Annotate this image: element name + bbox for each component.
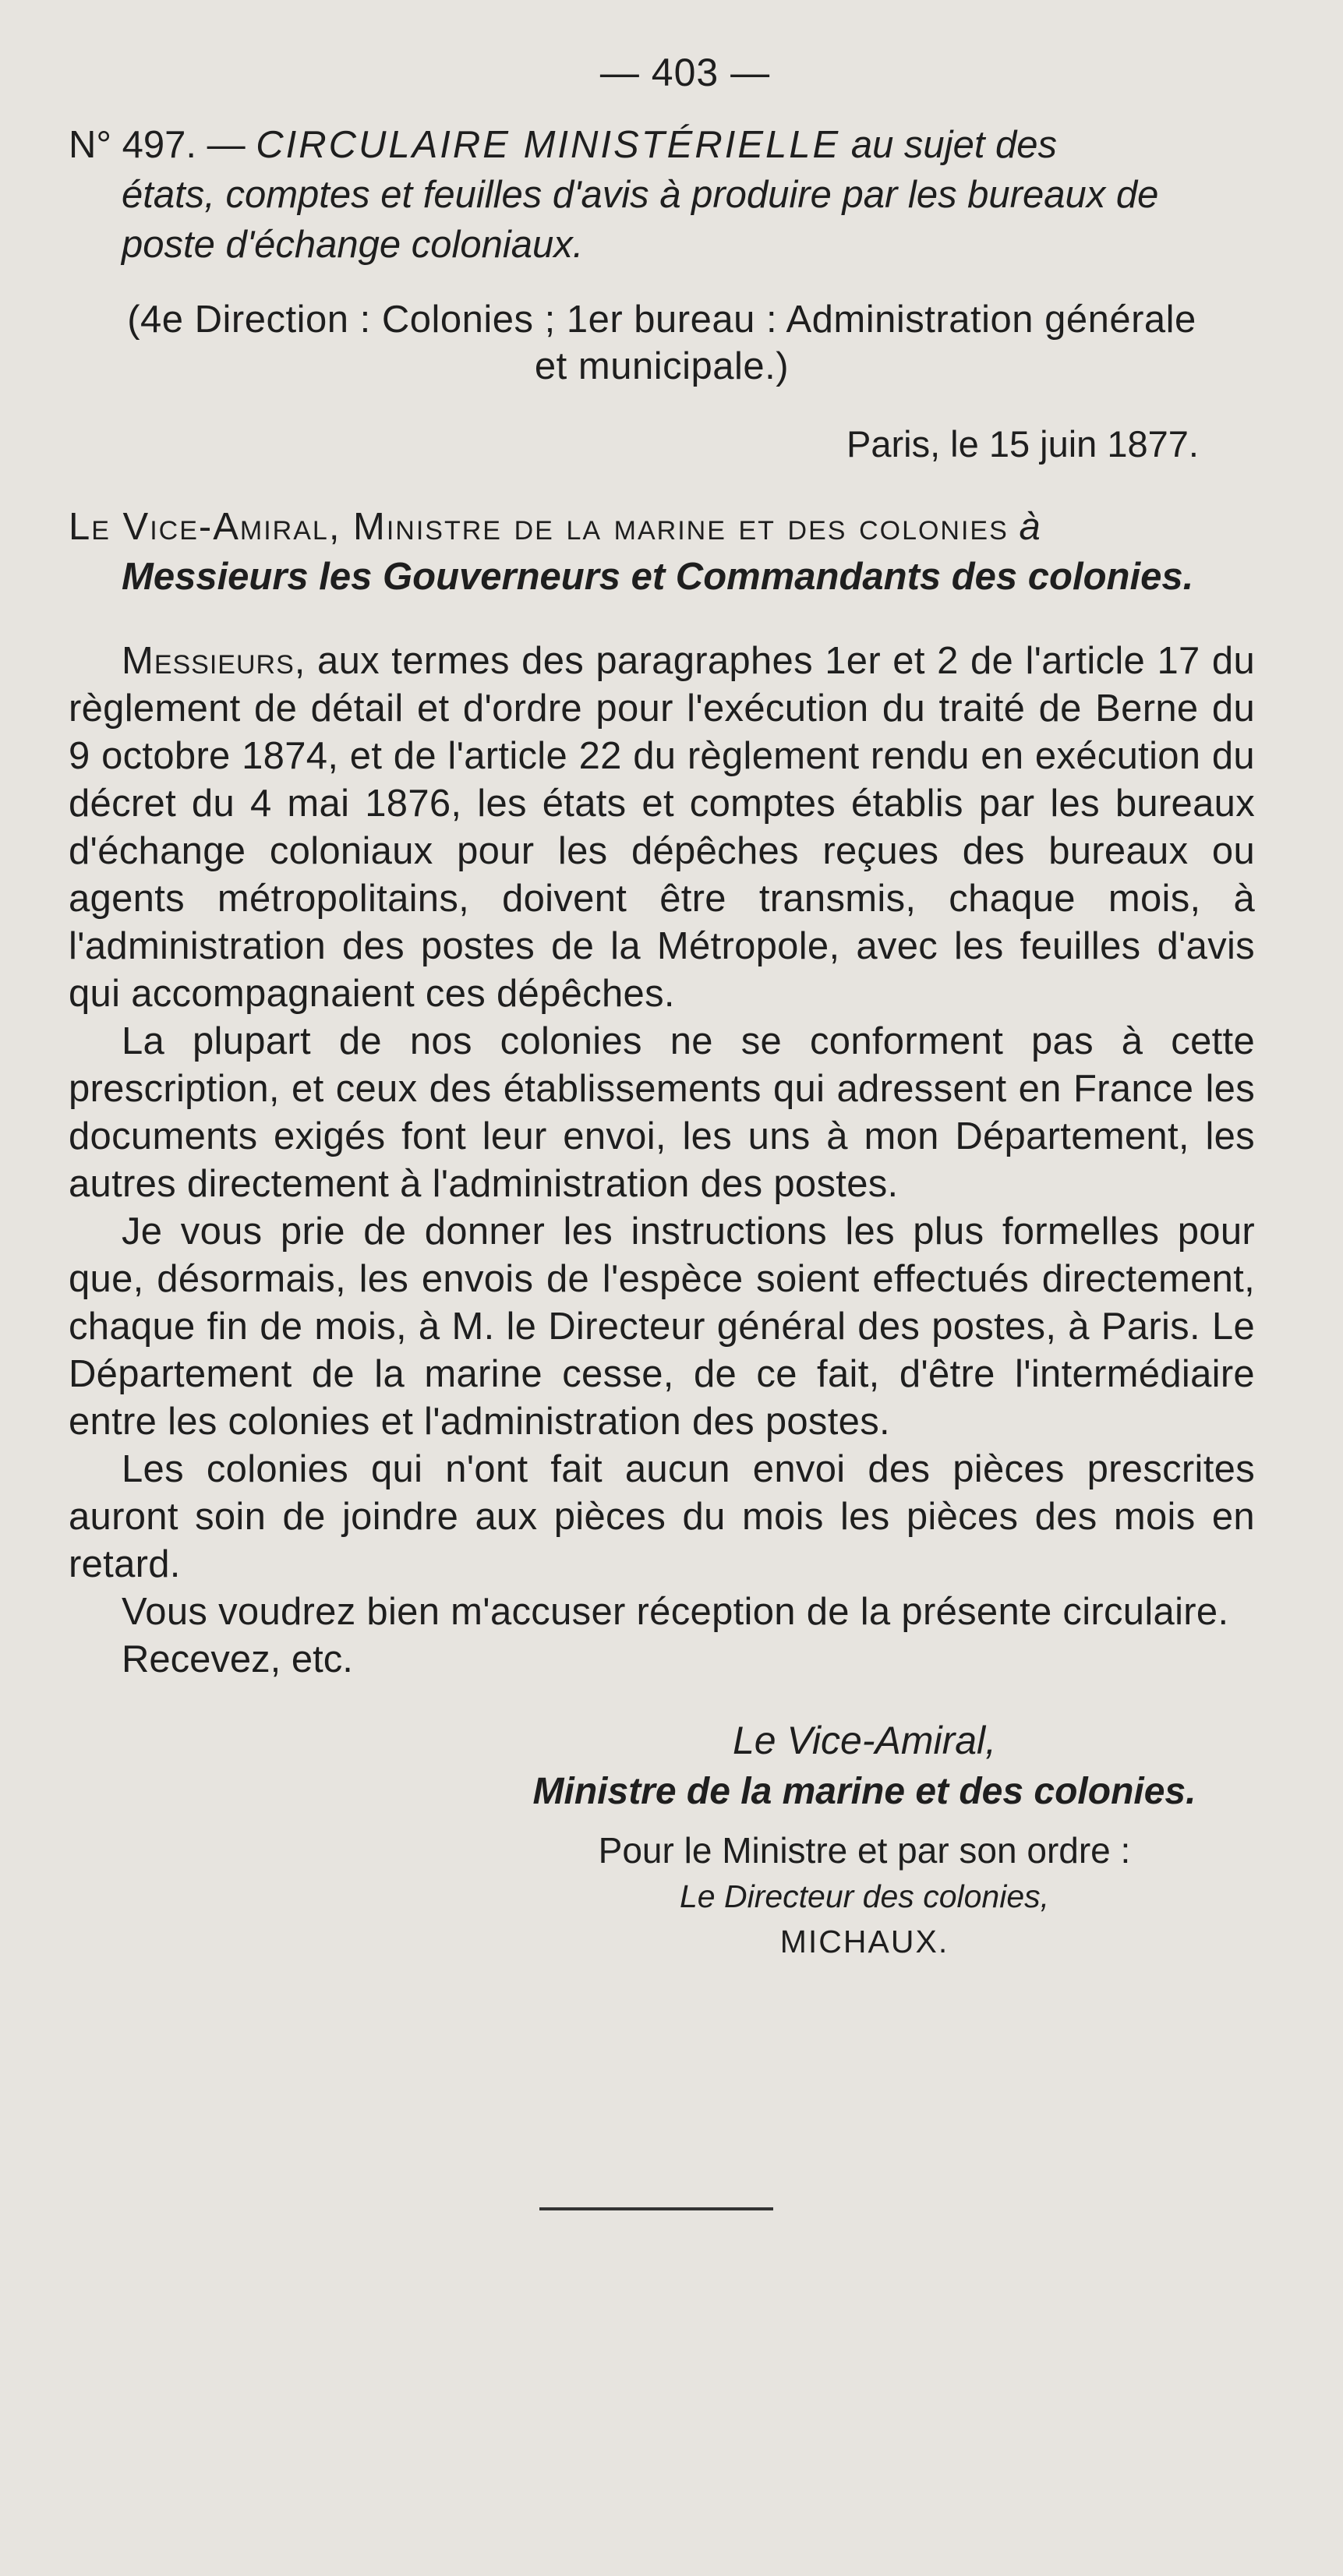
letter-body bbox=[69, 638, 1255, 1684]
signatory-delegation: Pour le Ministre et par son ordre : bbox=[598, 1830, 1131, 1871]
page-number: — 403 — bbox=[599, 51, 771, 94]
address-recipients: Messieurs les Gouverneurs et Commandants des colonies. bbox=[122, 556, 1194, 598]
date-line: Paris, le 15 juin 1877. bbox=[846, 423, 1199, 465]
circular-number: N° 497. bbox=[69, 124, 196, 166]
body-paragraph-3: Je vous prie de donner les instructions les plus formelles pour que, désormais, les envois de l'espèce soient effectués directement, chaque fin de mois, à M. le Directeur général des postes, à Paris. Le Département de la marine cesse, de ce fait, d'être l'intermédiaire entre les colonies et l'administration des postes. bbox=[69, 1210, 1255, 1443]
direction-line-2: et municipale.) bbox=[534, 345, 790, 387]
closing-formula: Recevez, etc. bbox=[122, 1638, 353, 1680]
address-block bbox=[69, 502, 1255, 602]
body-paragraph-1 bbox=[69, 638, 1255, 1018]
circular-subject-line-2: états, comptes et feuilles d'avis à produire par les bureaux de bbox=[122, 174, 1159, 216]
body-paragraph-5: Vous voudrez bien m'accuser réception de la présente circulaire. bbox=[122, 1591, 1229, 1633]
direction-line bbox=[69, 296, 1255, 390]
circular-title-rest: au sujet des bbox=[840, 124, 1058, 166]
circular-subject-line-3: poste d'échange coloniaux. bbox=[122, 224, 584, 266]
signatory-title: Le Vice-Amiral, bbox=[732, 1719, 997, 1762]
body-paragraph-2: La plupart de nos colonies ne se conforment pas à cette prescription, et ceux des établissements qui adressent en France les documents exigés font leur envoi, les uns à mon Département, les autres directement à l'administration des postes. bbox=[69, 1020, 1255, 1205]
end-rule bbox=[539, 2207, 773, 2210]
direction-line-1: (4e Direction : Colonies ; 1er bureau : Administration générale bbox=[127, 299, 1196, 341]
signature-block bbox=[474, 1715, 1255, 1964]
signatory-office: Ministre de la marine et des colonies. bbox=[532, 1771, 1196, 1812]
heading-dash: — bbox=[196, 124, 256, 166]
circular-title: CIRCULAIRE MINISTÉRIELLE bbox=[256, 124, 841, 166]
salutation: Messieurs bbox=[122, 640, 295, 682]
signatory-director: Le Directeur des colonies, bbox=[679, 1878, 1050, 1914]
body-paragraph-4: Les colonies qui n'ont fait aucun envoi des pièces prescrites auront soin de joindre aux pièces du mois les pièces des mois en retard. bbox=[69, 1448, 1255, 1585]
paragraph-text: , aux termes des paragraphes 1er et 2 de l'article 17 du règlement de détail et d'ordre pour l'exécution du traité de Berne du 9 octobre 1874, et de l'article 22 du règlement rendu en exécution du décret du 4 mai 1876, les états et comptes établis par les bureaux d'échange coloniaux pour les dépêches reçues des bureaux ou agents métropolitains, doivent être transmis, chaque mois, à l'administration des postes de la Métropole, avec les feuilles d'avis qui accompagnaient ces dépêches. bbox=[69, 640, 1255, 1015]
signatory-name: MICHAUX. bbox=[779, 1924, 949, 1959]
circular-heading bbox=[69, 120, 1255, 270]
address-preposition: à bbox=[1008, 506, 1041, 548]
address-sender: Le Vice-Amiral, Ministre de la marine et des colonies bbox=[69, 506, 1009, 548]
text-column bbox=[69, 45, 1255, 1964]
